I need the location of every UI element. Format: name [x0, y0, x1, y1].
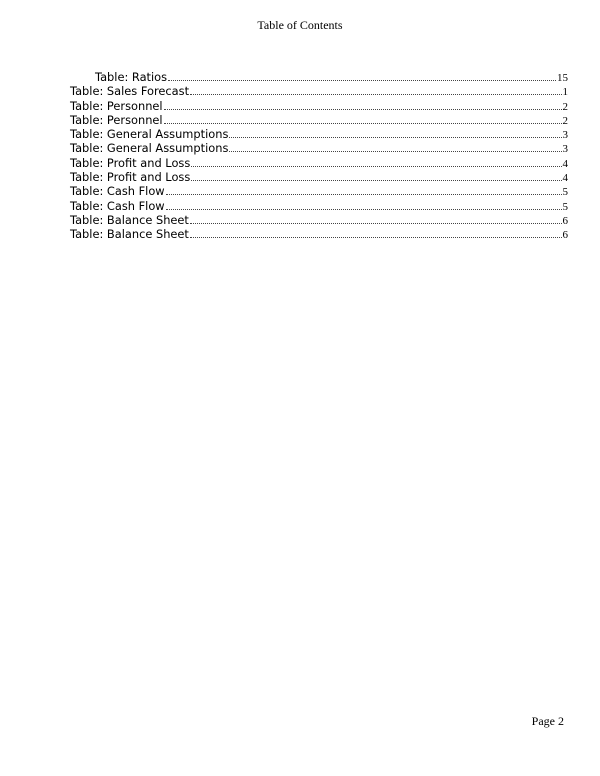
toc-entry[interactable]	[70, 184, 568, 198]
table-of-contents	[70, 70, 568, 242]
toc-dot-leader	[190, 237, 562, 238]
toc-entry-label: Table: Ratios	[95, 70, 168, 84]
toc-entry[interactable]	[70, 99, 568, 113]
toc-entry-label: Table: Personnel	[70, 98, 163, 113]
toc-entry-page: 6	[562, 229, 568, 242]
toc-entry[interactable]	[70, 70, 568, 84]
toc-entry-page: 2	[562, 114, 568, 127]
toc-entry[interactable]	[70, 141, 568, 155]
toc-entry-label: Table: General Assumptions	[70, 141, 229, 156]
toc-dot-leader	[229, 137, 561, 138]
toc-dot-leader	[164, 123, 562, 124]
toc-entry-label: Table: Sales Forecast	[70, 84, 190, 99]
toc-entry-label: Table: Cash Flow	[70, 184, 165, 199]
toc-entry-label: Table: Balance Sheet	[70, 212, 189, 227]
toc-entry[interactable]	[70, 84, 568, 98]
toc-entry-page: 15	[557, 72, 568, 84]
toc-entry-label: Table: Balance Sheet	[70, 227, 189, 242]
toc-entry-page: 4	[562, 172, 568, 185]
toc-entry[interactable]	[70, 227, 568, 241]
toc-dot-leader	[190, 94, 561, 95]
toc-dot-leader	[166, 209, 562, 210]
toc-entry-page: 1	[562, 86, 568, 99]
toc-entry[interactable]	[70, 199, 568, 213]
toc-entry-page: 2	[562, 100, 568, 113]
page-title: Table of Contents	[257, 18, 343, 32]
toc-entry-page: 3	[562, 143, 568, 156]
toc-dot-leader	[191, 166, 561, 167]
toc-entry[interactable]	[70, 156, 568, 170]
toc-entry-label: Table: Profit and Loss	[70, 170, 191, 185]
toc-entry-page: 3	[562, 129, 568, 142]
toc-entry[interactable]	[70, 127, 568, 141]
toc-entry-page: 6	[562, 214, 568, 227]
toc-dot-leader	[164, 109, 562, 110]
toc-entry-label: Table: Profit and Loss	[70, 155, 191, 170]
page-number: Page 2	[531, 714, 564, 728]
toc-entry-page: 5	[562, 200, 568, 213]
toc-entry[interactable]	[70, 113, 568, 127]
toc-entry-label: Table: Cash Flow	[70, 198, 165, 213]
toc-entry-page: 4	[562, 157, 568, 170]
toc-dot-leader	[168, 80, 556, 81]
toc-dot-leader	[191, 180, 561, 181]
toc-entry-label: Table: Personnel	[70, 112, 163, 127]
toc-dot-leader	[166, 194, 562, 195]
toc-dot-leader	[229, 151, 561, 152]
toc-entry[interactable]	[70, 170, 568, 184]
toc-entry-label: Table: General Assumptions	[70, 127, 229, 142]
toc-entry[interactable]	[70, 213, 568, 227]
toc-dot-leader	[190, 223, 562, 224]
toc-entry-page: 5	[562, 186, 568, 199]
